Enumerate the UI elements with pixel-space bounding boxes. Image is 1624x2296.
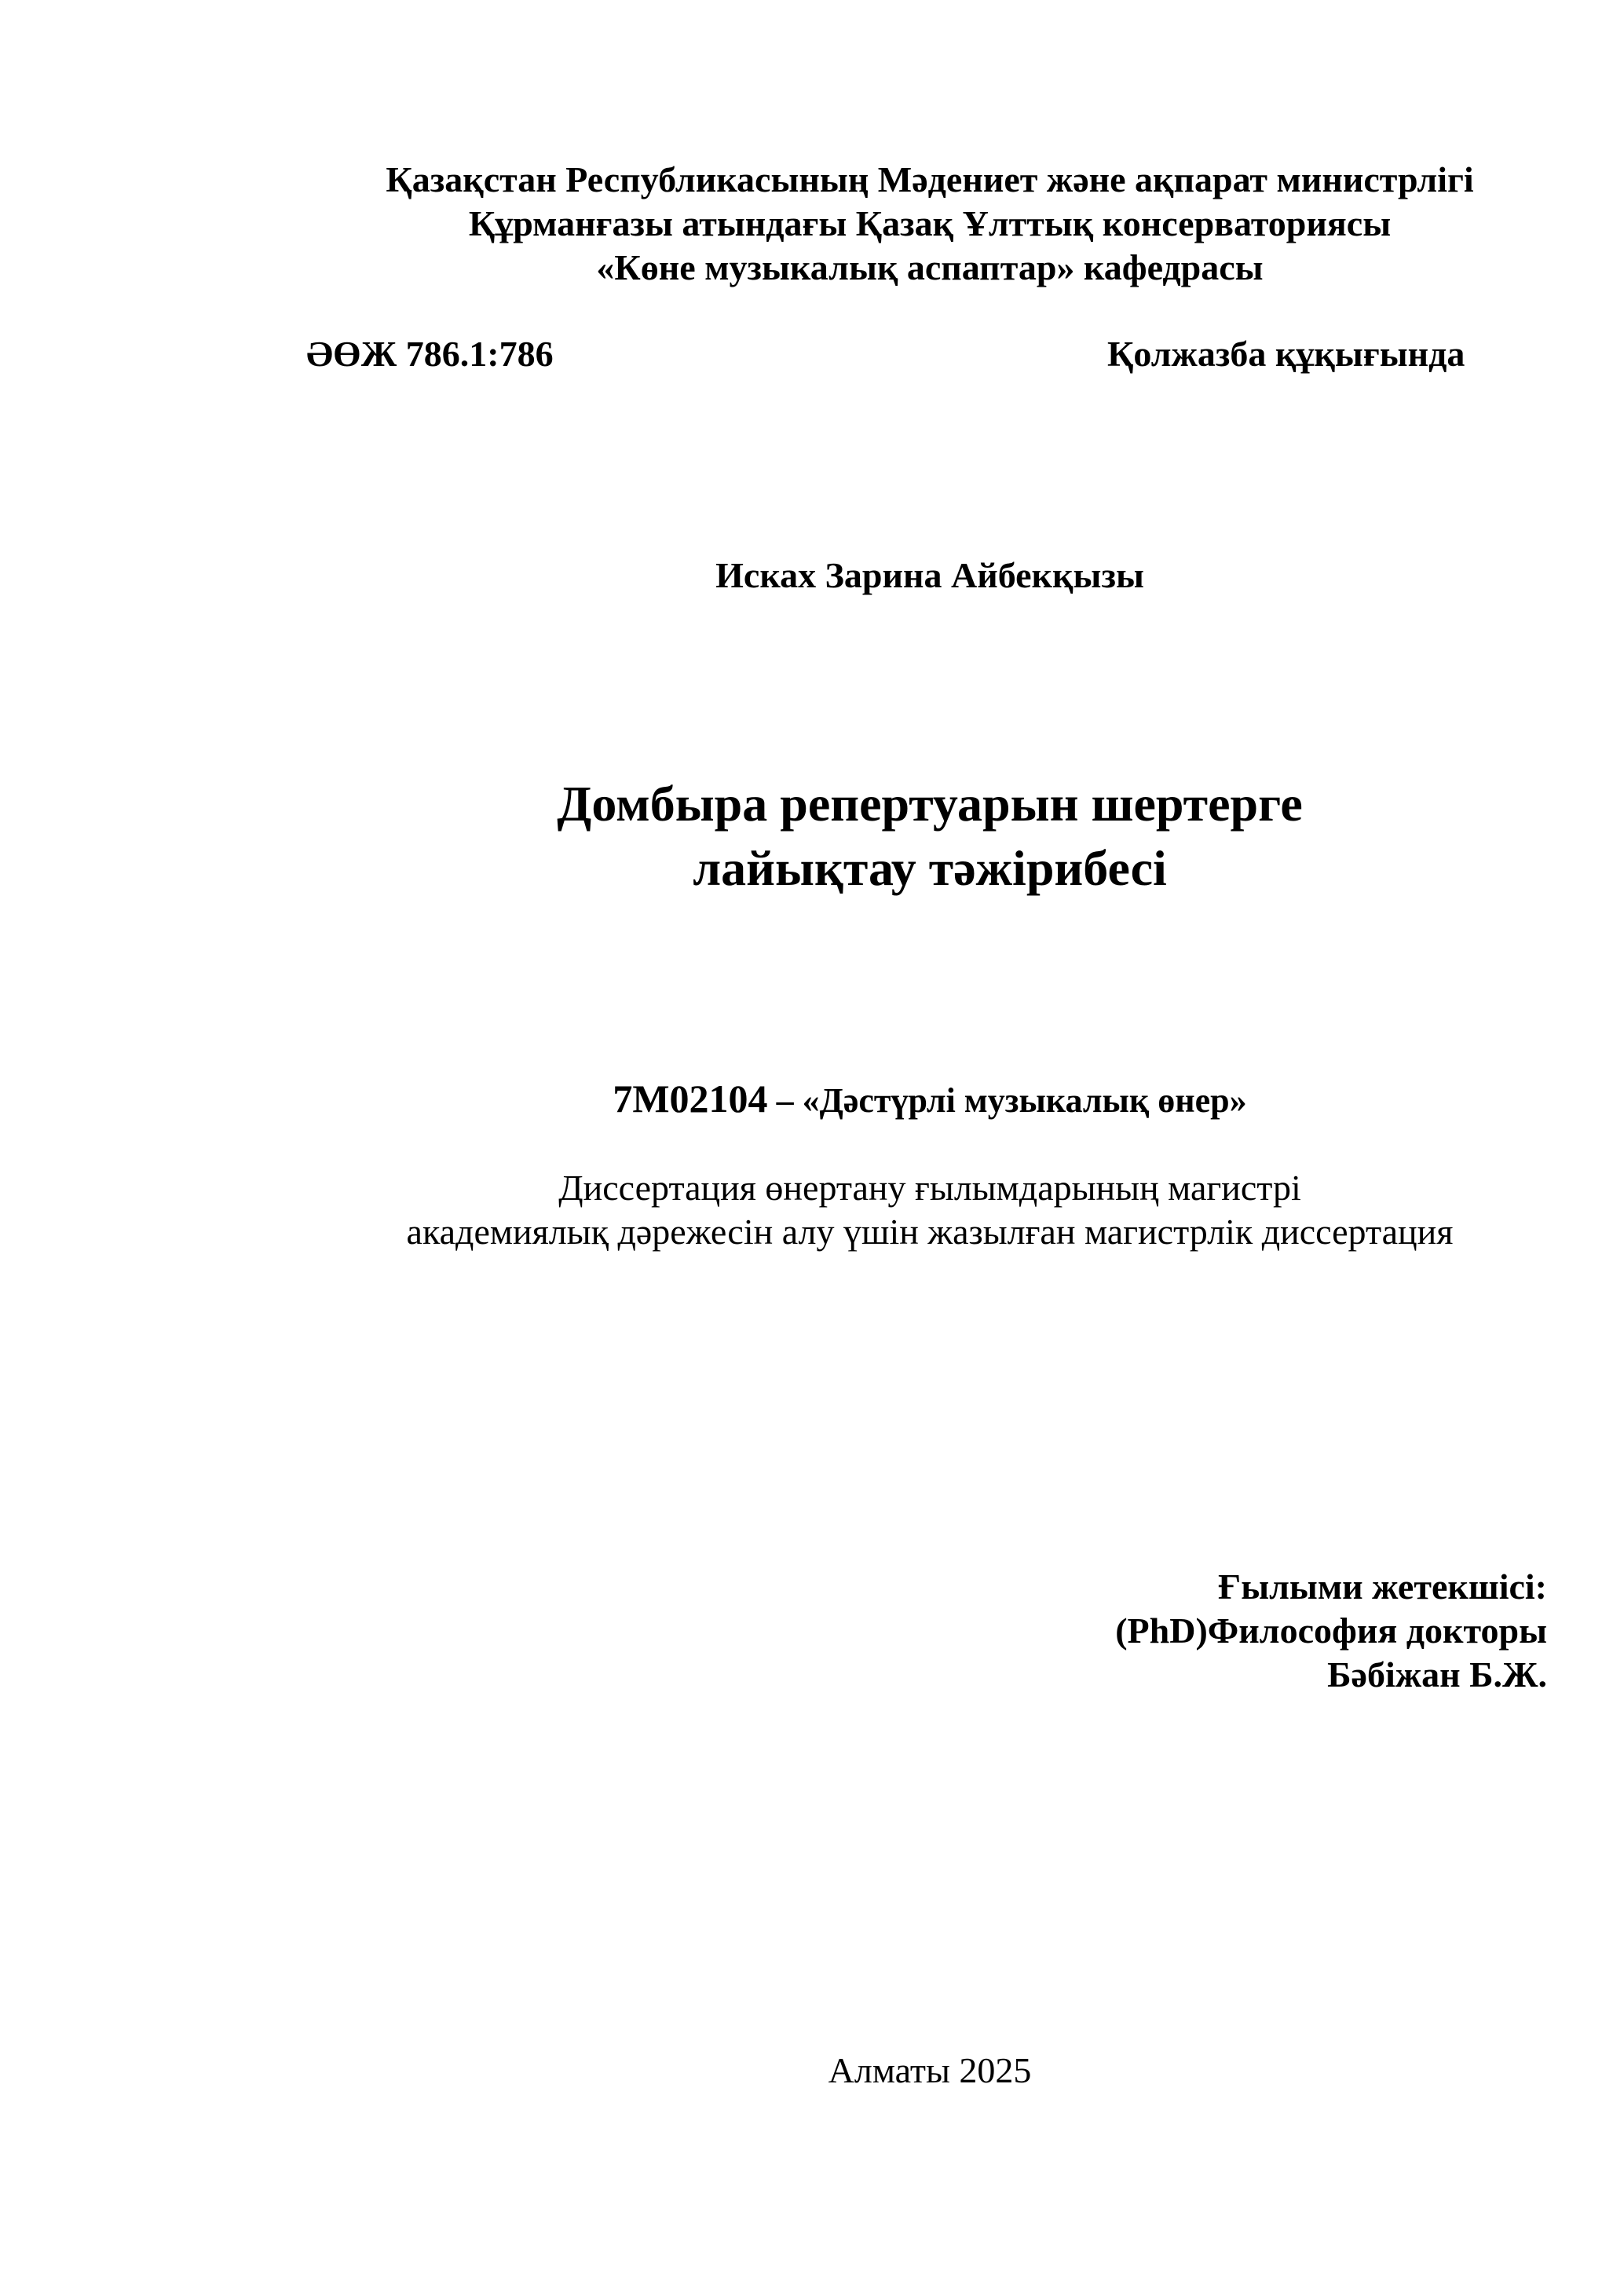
city-year: Алматы 2025	[828, 2050, 1032, 2090]
supervisor-name: Бәбіжан Б.Ж.	[1327, 1654, 1547, 1695]
thesis-title-line-2: лайықтау тәжірибесі	[693, 840, 1167, 896]
manuscript-rights: Қолжазба құқығында	[1107, 334, 1465, 374]
udc-code: ӘӨЖ 786.1:786	[306, 334, 554, 374]
author-name: Исках Зарина Айбекқызы	[715, 555, 1144, 595]
supervisor-label: Ғылыми жетекшісі:	[1217, 1567, 1547, 1607]
department-name: «Көне музыкалық аспаптар» кафедрасы	[596, 247, 1264, 287]
thesis-title-line-1: Домбыра репертуарын шертерге	[557, 776, 1303, 832]
specialty-name: – «Дәстүрлі музыкалық өнер»	[767, 1081, 1247, 1120]
degree-description-line-2: академиялық дәрежесін алу үшін жазылған магистрлік диссертация	[406, 1212, 1454, 1252]
supervisor-degree: (PhD)Философия докторы	[1115, 1610, 1547, 1651]
conservatory-name: Құрманғазы атындағы Қазақ Ұлттық консерваториясы	[468, 203, 1392, 243]
ministry-name: Қазақстан Республикасының Мәдениет және ақпарат министрлігі	[386, 159, 1474, 199]
degree-description-line-1: Диссертация өнертану ғылымдарының магистрі	[558, 1168, 1301, 1208]
specialty-code: 7М02104	[613, 1077, 768, 1121]
specialty	[243, 1077, 1616, 1121]
